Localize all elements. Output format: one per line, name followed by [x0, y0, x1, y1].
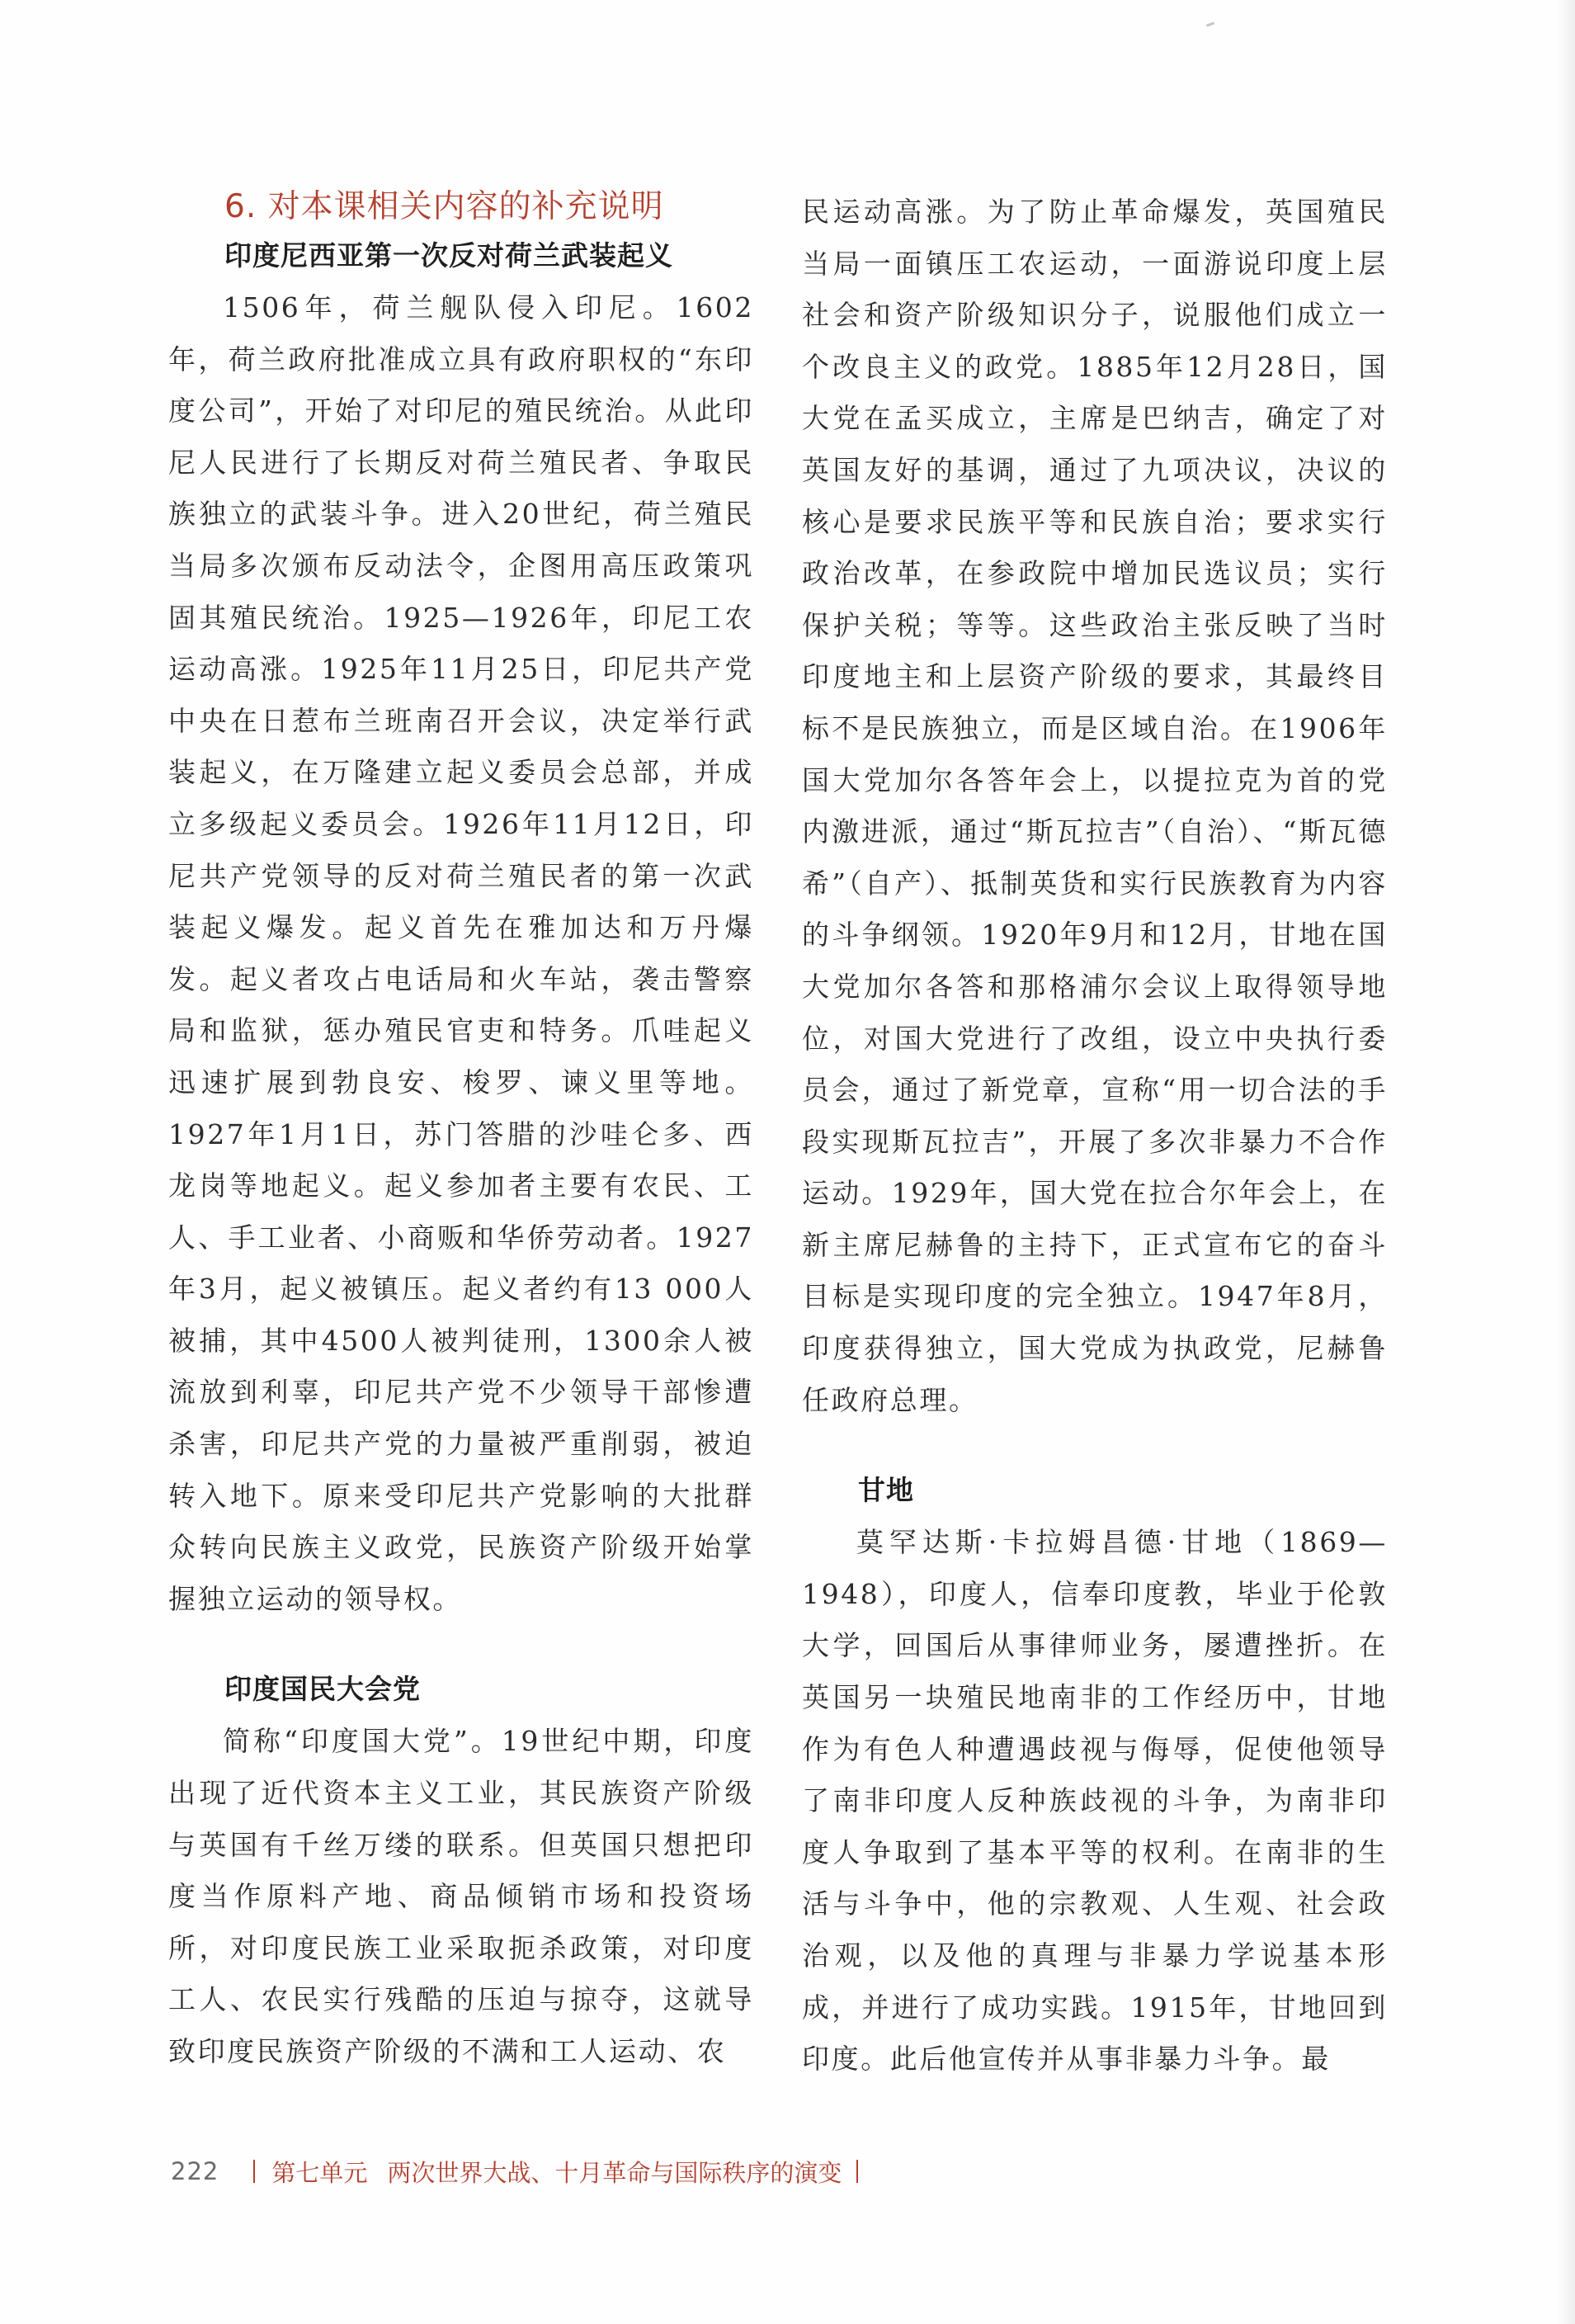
article-heading-indonesia: 印度尼西亚第一次反对荷兰武装起义	[224, 239, 673, 272]
unit-title: 两次世界大战、十月革命与国际秩序的演变	[387, 2158, 842, 2187]
footer-divider	[253, 2160, 255, 2183]
article-body-gandhi: 莫罕达斯·卡拉姆昌德·甘地（1869—1948），印度人，信奉印度教，毕业于伦敦大学，回国后从事律师业务，屡遭挫折。在英国另一块殖民地南非的工作经历中，甘地作为有色人种遭遇歧视与侮辱，促使他领导了南非印度人反种族歧视的斗争，为南非印度人争取到了基本平等的权利。在南非的生活与斗争中，他的宗教观、人生观、社会政治观，以及他的真理与非暴力学说基本形成，并进行了成功实践。1915年，甘地回到印度。此后他宣传并从事非暴力斗争。最	[802, 1526, 1388, 2076]
section-title: 6. 对本课相关内容的补充说明	[224, 188, 664, 225]
page-edge-shadow	[1557, 0, 1575, 2324]
article-body-indonesia: 1506年，荷兰舰队侵入印尼。1602年，荷兰政府批准成立具有政府职权的“东印度公司”，开始了对印尼的殖民统治。从此印尼人民进行了长期反对荷兰殖民者、争取民族独立的武装斗争。进入20世纪，荷兰殖民当局多次颁布反动法令，企图用高压政策巩固其殖民统治。1925—1926年，印尼工农运动高涨。1925年11月25日，印尼共产党中央在日惹布兰班南召开会议，决定举行武装起义，在万隆建立起义委员会总部，并成立多级起义委员会。1926年11月12日，印尼共产党领导的反对荷兰殖民者的第一次武装起义爆发。起义首先在雅加达和万丹爆发。起义者攻占电话局和火车站，袭击警察局和监狱，惩办殖民官吏和特务。爪哇起义迅速扩展到勃良安、梭罗、谏义里等地。1927年1月1日，苏门答腊的沙哇仑多、西龙岗等地起义。起义参加者主要有农民、工人、手工业者、小商贩和华侨劳动者。1927年3月，起义被镇压。起义者约有13 000人被捕，其中4500人被判徒刑，1300余人被流放到利辜，印尼共产党不少领导干部惨遭杀害，印尼共产党的力量被严重削弱，被迫转入地下。原来受印尼共产党影响的大批群众转向民族主义政党，民族资产阶级开始掌握独立运动的领导权。	[168, 291, 754, 1615]
unit-label: 第七单元	[271, 2158, 368, 2187]
page-number: 222	[171, 2157, 219, 2185]
article-heading-gandhi: 甘地	[858, 1474, 914, 1507]
article-body-congress: 简称“印度国大党”。19世纪中期，印度出现了近代资本主义工业，其民族资产阶级与英国有千丝万缕的联系。但英国只想把印度当作原料产地、商品倾销市场和投资场所，对印度民族工业采取扼杀政策，对印度工人、农民实行残酷的压迫与掠夺，这就导致印度民族资产阶级的不满和工人运动、农	[168, 1725, 754, 2067]
footer-divider-end	[856, 2160, 858, 2183]
right-column	[802, 187, 1388, 2085]
article-body-congress-continued: 民运动高涨。为了防止革命爆发，英国殖民当局一面镇压工农运动，一面游说印度上层社会和资产阶级知识分子，说服他们成立一个改良主义的政党。1885年12月28日，国大党在孟买成立，主席是巴纳吉，确定了对英国友好的基调，通过了九项决议，决议的核心是要求民族平等和民族自治；要求实行政治改革，在参政院中增加民选议员；实行保护关税；等等。这些政治主张反映了当时印度地主和上层资产阶级的要求，其最终目标不是民族独立，而是区域自治。在1906年国大党加尔各答年会上，以提拉克为首的党内激进派，通过“斯瓦拉吉”（自治）、“斯瓦德希”（自产）、抵制英货和实行民族教育为内容的斗争纲领。1920年9月和12月，甘地在国大党加尔各答和那格浦尔会议上取得领导地位，对国大党进行了改组，设立中央执行委员会，通过了新党章，宣称“用一切合法的手段实现斯瓦拉吉”，开展了多次非暴力不合作运动。1929年，国大党在拉合尔年会上，在新主席尼赫鲁的主持下，正式宣布它的奋斗目标是实现印度的完全独立。1947年8月，印度获得独立，国大党成为执政党，尼赫鲁任政府总理。	[802, 196, 1388, 1416]
left-column	[168, 187, 754, 2078]
scan-mark	[1206, 21, 1214, 26]
article-heading-congress: 印度国民大会党	[224, 1673, 421, 1706]
page-footer	[171, 2155, 858, 2188]
